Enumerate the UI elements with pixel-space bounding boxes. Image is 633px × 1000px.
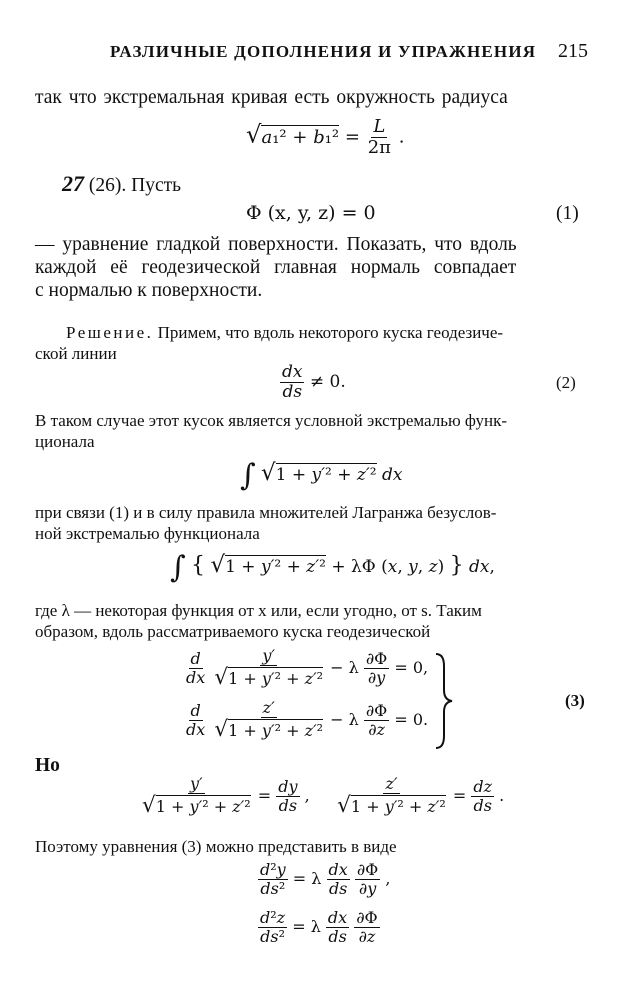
final-equation-z: $\frac{\text{d²z}}{\text{ds²}}$ = λ $\frac{dx}{ds}$ $\frac{\partial\Phi}{\partial z}$ bbox=[260, 908, 378, 946]
equation-3-label: (3) bbox=[565, 691, 585, 710]
text-line: где λ — некоторая функция от x или, если угодно, от s. Таким bbox=[35, 601, 482, 620]
text-line: с нормалью к поверхности. bbox=[35, 280, 263, 301]
right-brace bbox=[432, 652, 456, 750]
solution-text: Примем, что вдоль некоторого куска геодезиче- bbox=[157, 323, 504, 342]
text-but: Но bbox=[35, 755, 60, 776]
euler-equation-z: $\frac{d}{dx}$ $\frac{z'}{\text{√1 + y′² + z′²}}$ − λ $\frac{\partial\Phi}{\partial z}$ = 0. bbox=[186, 698, 429, 742]
text-line: ционала bbox=[35, 432, 95, 451]
problem-heading bbox=[62, 172, 181, 198]
equation-1: Φ (x, y, z) = 0 bbox=[246, 202, 376, 224]
text-line: В таком случае этот кусок является условной экстремалью функ- bbox=[35, 411, 508, 430]
radius-formula: √a₁² + b₁² = $\frac{L}{2\pi}$ . bbox=[246, 116, 405, 158]
equation-2-label: (2) bbox=[556, 373, 576, 392]
derivative-identities: $\frac{y'}{\text{√1 + y′² + z′²}}$ = $\frac{dy}{ds}$ , $\frac{z'}{\text{√1 + y′² + z′²}}$ = $\frac{dz}{ds}$ . bbox=[142, 774, 505, 818]
equation-1-label: (1) bbox=[556, 203, 579, 224]
text-line: ской линии bbox=[35, 344, 117, 363]
page-number: 215 bbox=[558, 40, 588, 62]
euler-equation-y: $\frac{d}{dx}$ $\frac{y'}{\text{√1 + y′² + z′²}}$ − λ $\frac{\partial\Phi}{\partial y}$ = 0, bbox=[186, 646, 429, 690]
text-line: при связи (1) и в силу правила множителей Лагранжа безуслов- bbox=[35, 503, 497, 522]
text-line: так что экстремальная кривая есть окружность радиуса bbox=[35, 87, 508, 108]
problem-number: 27 bbox=[62, 171, 84, 196]
functional-integral: ∫ √1 + y′² + z′² dx bbox=[240, 458, 403, 493]
text-line: ной экстремалью функционала bbox=[35, 524, 260, 543]
text-line: Поэтому уравнения (3) можно представить в виде bbox=[35, 837, 397, 856]
equation-2: $\frac{dx}{ds}$ ≠ 0. bbox=[282, 362, 346, 402]
text-line: каждой её геодезической главная нормаль совпадает bbox=[35, 257, 517, 278]
text-line: образом, вдоль рассматриваемого куска геодезической bbox=[35, 622, 431, 641]
solution-line bbox=[66, 322, 503, 343]
text-line: — уравнение гладкой поверхности. Показать, что вдоль bbox=[35, 234, 517, 255]
lagrange-functional: ∫ { √1 + y′² + z′² + λΦ (x, y, z) } dx, bbox=[170, 550, 495, 585]
solution-label: Решение. bbox=[66, 323, 154, 342]
problem-reference: (26). Пусть bbox=[88, 175, 182, 196]
final-equation-y: $\frac{\text{d²y}}{\text{ds²}}$ = λ $\frac{dx}{ds}$ $\frac{\partial\Phi}{\partial y}$ , bbox=[260, 860, 391, 898]
running-header: РАЗЛИЧНЫЕ ДОПОЛНЕНИЯ И УПРАЖНЕНИЯ bbox=[110, 42, 537, 61]
